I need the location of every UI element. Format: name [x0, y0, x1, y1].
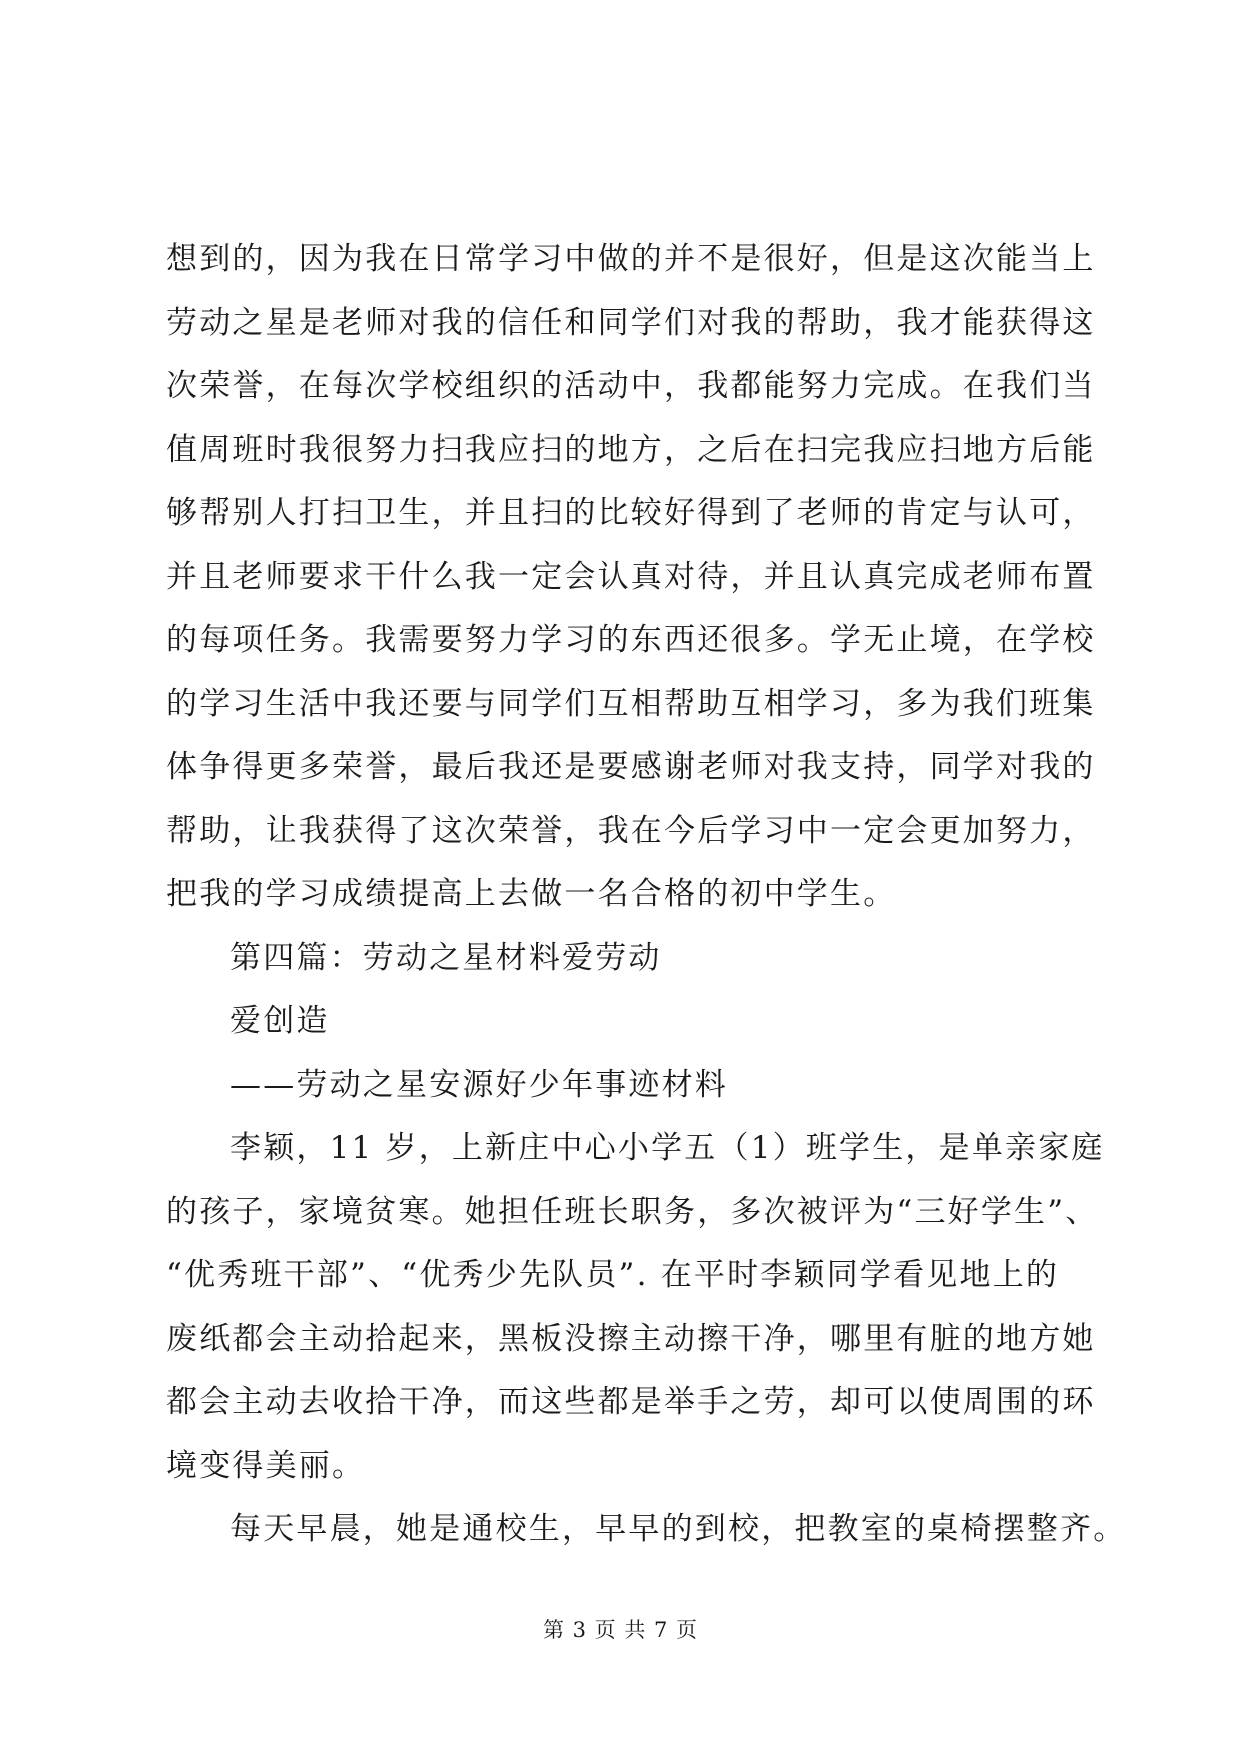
paragraph-line: 境变得美丽。: [166, 1447, 366, 1484]
paragraph-line: 想到的，因为我在日常学习中做的并不是很好，但是这次能当上: [166, 241, 1096, 277]
paragraph-line: 并且老师要求干什么我一定会认真对待，并且认真完成老师布置: [166, 558, 1096, 595]
paragraph-line: 帮助，让我获得了这次荣誉，我在今后学习中一定会更加努力，: [166, 812, 1096, 849]
section-subheading: 爱创造: [230, 1003, 330, 1039]
paragraph-line: 李颖，11 岁，上新庄中心小学五（1）班学生，是单亲家庭: [230, 1130, 1105, 1166]
paragraph-line: 每天早晨，她是通校生，早早的到校，把教室的桌椅摆整齐。: [230, 1511, 1127, 1547]
paragraph-line: 值周班时我很努力扫我应扫的地方，之后在扫完我应扫地方后能: [166, 431, 1096, 468]
paragraph-line: 把我的学习成绩提高上去做一名合格的初中学生。: [166, 876, 897, 912]
paragraph-line: 废纸都会主动拾起来，黑板没擦主动擦干净，哪里有脏的地方她: [166, 1320, 1096, 1357]
paragraph-line: 的孩子，家境贫寒。她担任班长职务，多次被评为“三好学生”、: [166, 1193, 1099, 1230]
paragraph-line: 的每项任务。我需要努力学习的东西还很多。学无止境，在学校: [166, 622, 1096, 658]
paragraph-line: 够帮别人打扫卫生，并且扫的比较好得到了老师的肯定与认可，: [166, 495, 1096, 531]
paragraph-line: 的学习生活中我还要与同学们互相帮助互相学习，多为我们班集: [166, 685, 1096, 722]
section-heading: 第四篇：劳动之星材料爱劳动: [230, 939, 662, 976]
paragraph-line: 体争得更多荣誉，最后我还是要感谢老师对我支持，同学对我的: [166, 749, 1096, 785]
paragraph-line: 劳动之星是老师对我的信任和同学们对我的帮助，我才能获得这: [166, 304, 1096, 341]
paragraph-line: “优秀班干部”、“优秀少先队员”. 在平时李颖同学看见地上的: [166, 1257, 1060, 1293]
paragraph-line: 都会主动去收拾干净，而这些都是举手之劳，却可以使周围的环: [166, 1384, 1096, 1420]
section-subtitle: ——劳动之星安源好少年事迹材料: [230, 1066, 728, 1103]
page-footer: 第 3 页 共 7 页: [542, 1618, 699, 1642]
document-body: [166, 228, 1127, 1562]
paragraph-line: 次荣誉，在每次学校组织的活动中，我都能努力完成。在我们当: [166, 368, 1096, 404]
